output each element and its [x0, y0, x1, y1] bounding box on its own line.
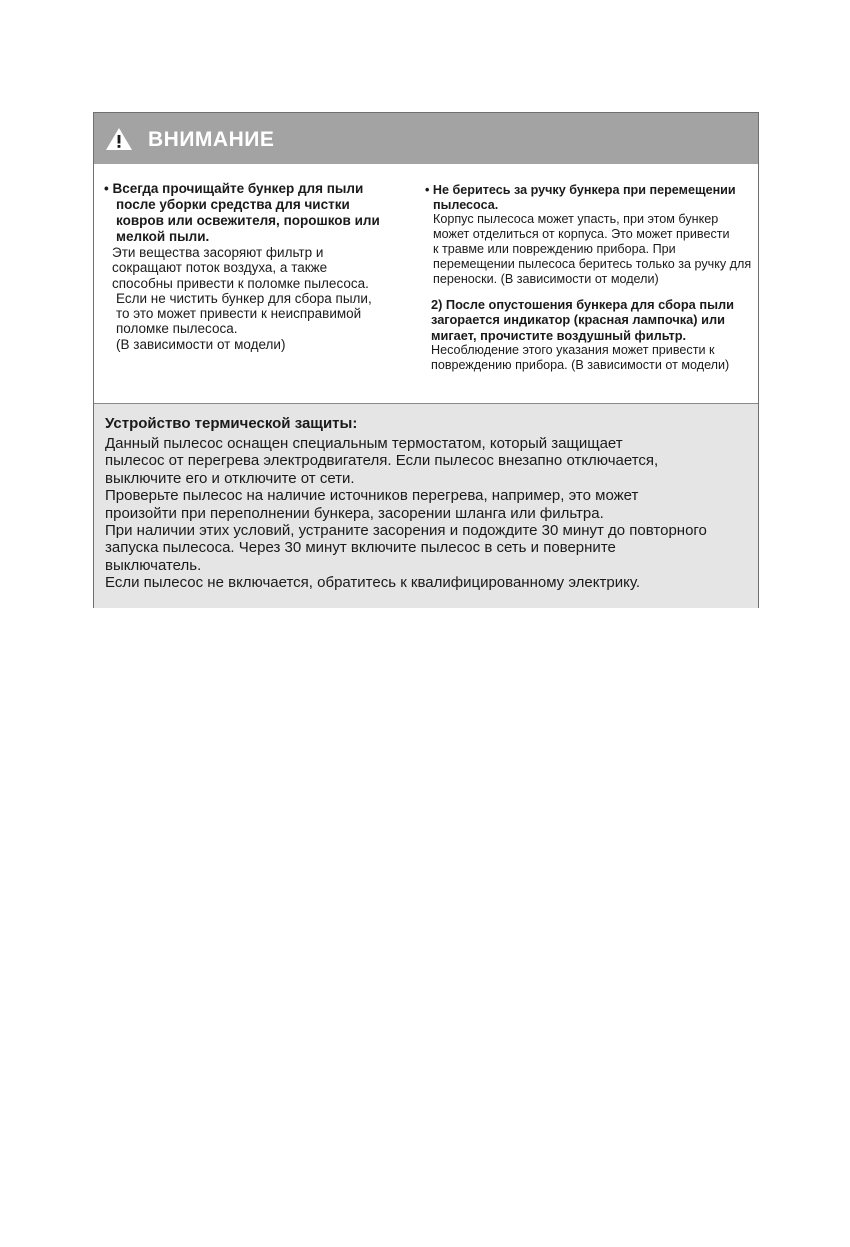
- right-text-line: повреждению прибора. (В зависимости от модели): [431, 358, 730, 373]
- warning-header: [94, 113, 758, 164]
- left-heading: [104, 181, 409, 245]
- warning-title: ВНИМАНИЕ: [148, 128, 275, 151]
- right-text-line: Несоблюдение этого указания может привести к: [431, 343, 715, 358]
- thermal-protection-section: [94, 403, 758, 608]
- right-text-line: к травме или повреждению прибора. При: [433, 242, 676, 256]
- right-paragraph-2: [425, 343, 755, 373]
- left-paragraph-2: [104, 291, 409, 337]
- left-text-line: (В зависимости от модели): [116, 336, 286, 352]
- thermal-line: пылесос от перегрева электродвигателя. Если пылесос внезапно отключается,: [105, 452, 659, 470]
- right-heading2-line: 2) После опустошения бункера для сбора пыли: [431, 297, 734, 312]
- warning-right-column: [425, 183, 755, 373]
- thermal-line: Проверьте пылесос на наличие источников перегрева, например, это может: [105, 487, 639, 505]
- thermal-line: Если пылесос не включается, обратитесь к квалифицированному электрику.: [105, 574, 640, 592]
- right-paragraph-1: [425, 212, 755, 287]
- left-text-line: Если не чистить бункер для сбора пыли,: [116, 290, 372, 306]
- thermal-line: Данный пылесос оснащен специальным термостатом, который защищает: [105, 435, 623, 452]
- left-paragraph-1: [104, 245, 409, 291]
- thermal-line: выключатель.: [105, 556, 202, 574]
- left-text-line: поломке пылесоса.: [116, 321, 238, 337]
- left-heading-line: мелкой пыли.: [116, 229, 210, 244]
- right-text-line: переноски. (В зависимости от модели): [433, 272, 659, 286]
- right-text-line: может отделиться от корпуса. Это может привести: [433, 227, 730, 241]
- left-text-line: способны привести к поломке пылесоса.: [112, 275, 369, 291]
- warning-box: [93, 112, 759, 608]
- right-heading-2: [425, 297, 755, 343]
- right-heading2-line: загорается индикатор (красная лампочка) или: [431, 312, 725, 328]
- right-text-line: Корпус пылесоса может упасть, при этом бункер: [433, 212, 719, 226]
- warning-triangle-icon: [105, 127, 133, 151]
- left-heading-line: после уборки средства для чистки: [116, 197, 350, 212]
- thermal-line: При наличии этих условий, устраните засорения и подождите 30 минут до повторного: [105, 522, 707, 540]
- left-paragraph-3: [104, 337, 409, 352]
- right-heading: [425, 183, 755, 212]
- warning-left-column: [104, 181, 409, 352]
- left-text-line: то это может привести к неисправимой: [116, 306, 362, 322]
- right-heading-line: • Не беритесь за ручку бункера при перемещении: [425, 183, 736, 197]
- right-heading-line: пылесоса.: [433, 197, 499, 212]
- thermal-title: Устройство термической защиты:: [105, 415, 358, 432]
- thermal-line: выключите его и отключите от сети.: [105, 469, 355, 487]
- right-text-line: перемещении пылесоса беритесь только за ручку для: [433, 257, 752, 271]
- thermal-body: [105, 435, 755, 592]
- thermal-line: произойти при переполнении бункера, засорении шланга или фильтра.: [105, 504, 604, 522]
- left-heading-line: ковров или освежителя, порошков или: [116, 213, 380, 228]
- right-heading2-line: мигает, прочистите воздушный фильтр.: [431, 327, 687, 343]
- left-text-line: Эти вещества засоряют фильтр и: [112, 245, 324, 260]
- thermal-line: запуска пылесоса. Через 30 минут включите пылесос в сеть и поверните: [105, 539, 616, 557]
- left-heading-line: • Всегда прочищайте бункер для пыли: [104, 181, 364, 196]
- left-text-line: сокращают поток воздуха, а также: [112, 260, 328, 276]
